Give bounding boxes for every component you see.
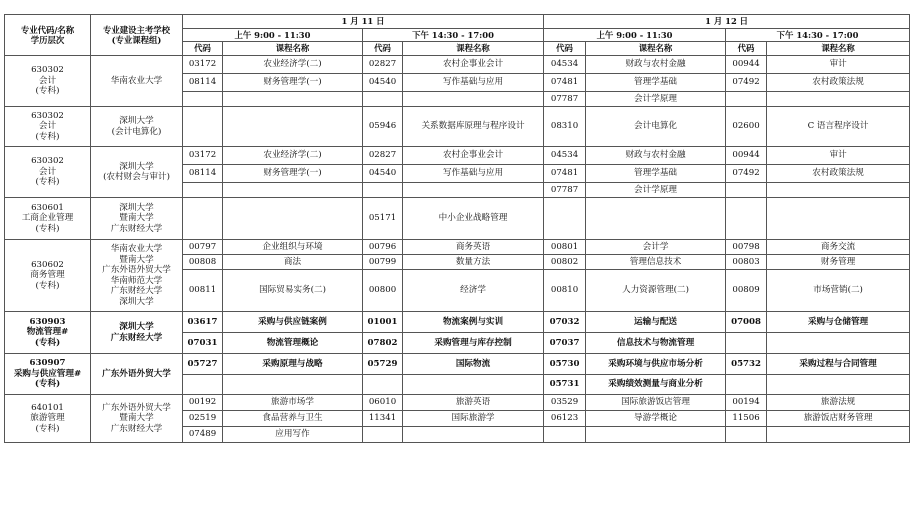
course-name-cell: 管理学基础 xyxy=(586,74,726,92)
course-code-cell xyxy=(363,183,403,198)
course-header: 课程名称 xyxy=(223,42,363,56)
major-line: 630302 xyxy=(31,110,64,121)
course-name-cell xyxy=(767,333,910,354)
major-line: (专科) xyxy=(34,379,61,390)
course-header: 课程名称 xyxy=(403,42,544,56)
course-name-cell xyxy=(586,427,726,443)
major-cell xyxy=(5,198,91,240)
table-body xyxy=(5,56,910,443)
course-code-cell: 00799 xyxy=(363,255,403,270)
major-line: (专科) xyxy=(35,86,60,97)
course-code-cell: 11506 xyxy=(726,411,767,427)
course-code-cell: 00944 xyxy=(726,147,767,165)
major-line: 物流管理# xyxy=(26,327,69,338)
code-header: 代码 xyxy=(726,42,767,56)
course-name-cell: 农村企事业会计 xyxy=(403,147,544,165)
course-code-cell: 05946 xyxy=(363,107,403,147)
school-cell xyxy=(91,147,183,198)
course-code-cell: 05730 xyxy=(544,354,586,375)
major-line: 630601 xyxy=(31,202,64,213)
table-row xyxy=(5,56,910,74)
course-code-cell: 06123 xyxy=(544,411,586,427)
course-name-cell: 采购绩效测量与商业分析 xyxy=(586,375,726,395)
school-line: 广东财经大学 xyxy=(110,223,163,234)
course-code-cell: 07008 xyxy=(726,312,767,333)
major-cell xyxy=(5,56,91,107)
course-name-cell: 采购环境与供应市场分析 xyxy=(586,354,726,375)
course-code-cell: 02827 xyxy=(363,56,403,74)
day1-header: 1 月 11 日 xyxy=(183,15,544,29)
day1-afternoon-header: 下午 14:30 - 17:00 xyxy=(363,29,544,42)
school-cell xyxy=(91,56,183,107)
table-row xyxy=(5,198,910,240)
course-name-cell: 采购与仓储管理 xyxy=(767,312,910,333)
course-code-cell: 07481 xyxy=(544,74,586,92)
course-name-cell xyxy=(403,92,544,107)
school-line: 深圳大学 xyxy=(119,296,154,307)
major-line: 630602 xyxy=(31,259,64,270)
course-code-cell: 05171 xyxy=(363,198,403,240)
course-code-cell xyxy=(726,427,767,443)
school-line: 广东外语外贸大学 xyxy=(102,368,171,379)
course-name-cell: 会计学原理 xyxy=(586,92,726,107)
school-line: 深圳大学 xyxy=(119,116,154,126)
course-name-cell: 导游学概论 xyxy=(586,411,726,427)
course-code-cell: 03172 xyxy=(183,147,223,165)
course-code-cell xyxy=(363,427,403,443)
course-name-cell xyxy=(403,427,544,443)
course-name-cell: 企业组织与环境 xyxy=(223,240,363,255)
course-code-cell: 00803 xyxy=(726,255,767,270)
course-code-cell: 04534 xyxy=(544,56,586,74)
course-name-cell xyxy=(223,92,363,107)
course-name-cell: 应用写作 xyxy=(223,427,363,443)
school-line: 广东财经大学 xyxy=(110,423,163,434)
major-line: (专科) xyxy=(35,177,60,188)
course-name-cell: 商务英语 xyxy=(403,240,544,255)
course-name-cell: 国际物流 xyxy=(403,354,544,375)
course-name-cell xyxy=(403,375,544,395)
course-name-cell xyxy=(767,198,910,240)
course-code-cell: 03172 xyxy=(183,56,223,74)
school-cell xyxy=(91,107,183,147)
course-name-cell xyxy=(767,183,910,198)
course-name-cell: 旅游市场学 xyxy=(223,395,363,411)
table-row xyxy=(5,312,910,333)
day2-morning-header: 上午 9:00 - 11:30 xyxy=(544,29,726,42)
day2-header: 1 月 12 日 xyxy=(544,15,910,29)
major-line: 会计 xyxy=(38,121,57,132)
course-code-cell xyxy=(544,427,586,443)
course-name-cell: 财务管理 xyxy=(767,255,910,270)
course-name-cell xyxy=(223,107,363,147)
course-name-cell: 会计学 xyxy=(586,240,726,255)
major-line: 630302 xyxy=(31,156,64,167)
table-row xyxy=(5,395,910,411)
course-name-cell: 写作基础与应用 xyxy=(403,74,544,92)
school-line: 华南师范大学 xyxy=(110,275,163,286)
table-row xyxy=(5,240,910,255)
school-column-header xyxy=(91,15,183,56)
course-code-cell: 00802 xyxy=(544,255,586,270)
course-name-cell: 食品营养与卫生 xyxy=(223,411,363,427)
course-code-cell: 07492 xyxy=(726,74,767,92)
major-line: 640101 xyxy=(31,402,64,413)
course-name-cell: 农村企事业会计 xyxy=(403,56,544,74)
course-code-cell xyxy=(183,92,223,107)
school-line: 深圳大学 xyxy=(119,161,154,172)
major-cell xyxy=(5,107,91,147)
day1-morning-header: 上午 9:00 - 11:30 xyxy=(183,29,363,42)
course-code-cell: 00800 xyxy=(363,270,403,312)
school-line: 深圳大学 xyxy=(119,202,154,213)
course-code-cell: 08114 xyxy=(183,165,223,183)
major-line: (专科) xyxy=(35,423,60,434)
table-row xyxy=(5,147,910,165)
school-cell xyxy=(91,198,183,240)
course-name-cell: 物流案例与实训 xyxy=(403,312,544,333)
course-name-cell xyxy=(586,198,726,240)
major-line: 会计 xyxy=(38,166,57,177)
course-code-cell: 01001 xyxy=(363,312,403,333)
course-code-cell: 03617 xyxy=(183,312,223,333)
course-code-cell: 00797 xyxy=(183,240,223,255)
major-cell xyxy=(5,147,91,198)
course-name-cell: 管理学基础 xyxy=(586,165,726,183)
course-code-cell: 07481 xyxy=(544,165,586,183)
course-code-cell: 08114 xyxy=(183,74,223,92)
course-header: 课程名称 xyxy=(767,42,910,56)
course-name-cell: 财政与农村金融 xyxy=(586,56,726,74)
school-cell xyxy=(91,354,183,395)
course-code-cell: 07489 xyxy=(183,427,223,443)
course-name-cell: 运输与配送 xyxy=(586,312,726,333)
course-code-cell: 03529 xyxy=(544,395,586,411)
major-line: 采购与供应管理# xyxy=(13,368,82,379)
course-group-header-line: (专业课程组) xyxy=(111,35,162,45)
course-name-cell: 国际贸易实务(二) xyxy=(223,270,363,312)
course-name-cell: 物流管理概论 xyxy=(223,333,363,354)
course-name-cell: 审计 xyxy=(767,147,910,165)
course-code-cell: 00808 xyxy=(183,255,223,270)
course-code-cell xyxy=(363,92,403,107)
course-code-cell xyxy=(363,375,403,395)
course-code-cell: 07037 xyxy=(544,333,586,354)
course-name-cell: 人力资源管理(二) xyxy=(586,270,726,312)
major-line: 630907 xyxy=(29,358,66,369)
course-code-cell: 04540 xyxy=(363,74,403,92)
course-name-cell: 国际旅游饭店管理 xyxy=(586,395,726,411)
school-line: (会计电算化) xyxy=(111,126,162,137)
course-name-cell: 商法 xyxy=(223,255,363,270)
code-header: 代码 xyxy=(363,42,403,56)
course-code-cell: 02827 xyxy=(363,147,403,165)
day2-afternoon-header: 下午 14:30 - 17:00 xyxy=(726,29,910,42)
course-name-cell: 采购过程与合同管理 xyxy=(767,354,910,375)
course-code-cell xyxy=(726,198,767,240)
course-code-cell xyxy=(726,92,767,107)
course-name-cell: 采购管理与库存控制 xyxy=(403,333,544,354)
school-line: (农村财会与审计) xyxy=(103,172,170,182)
course-code-cell: 00811 xyxy=(183,270,223,312)
course-name-cell: 财政与农村金融 xyxy=(586,147,726,165)
course-name-cell: 国际旅游学 xyxy=(403,411,544,427)
course-code-cell: 06010 xyxy=(363,395,403,411)
major-column-header xyxy=(5,15,91,56)
course-name-cell: 管理信息技术 xyxy=(586,255,726,270)
course-code-cell: 00194 xyxy=(726,395,767,411)
course-name-cell xyxy=(223,198,363,240)
level-header-line: 学历层次 xyxy=(30,35,65,45)
course-code-cell: 07031 xyxy=(183,333,223,354)
school-header-line: 专业建设主考学校 xyxy=(103,24,170,35)
course-name-cell: 农业经济学(二) xyxy=(223,56,363,74)
school-line: 暨南大学 xyxy=(119,254,154,265)
course-name-cell: 农业经济学(二) xyxy=(223,147,363,165)
course-name-cell xyxy=(223,375,363,395)
major-line: 工商企业管理 xyxy=(21,213,74,224)
school-line: 暨南大学 xyxy=(119,213,154,224)
course-code-cell: 07787 xyxy=(544,183,586,198)
course-header: 课程名称 xyxy=(586,42,726,56)
course-code-cell xyxy=(183,198,223,240)
course-code-cell: 00944 xyxy=(726,56,767,74)
course-code-cell xyxy=(726,333,767,354)
major-line: 630302 xyxy=(31,65,64,76)
course-name-cell: 财务管理学(一) xyxy=(223,74,363,92)
course-name-cell: 会计学原理 xyxy=(586,183,726,198)
course-code-cell: 02519 xyxy=(183,411,223,427)
course-name-cell: 数量方法 xyxy=(403,255,544,270)
course-code-cell: 00796 xyxy=(363,240,403,255)
course-code-cell: 00801 xyxy=(544,240,586,255)
code-header: 代码 xyxy=(183,42,223,56)
course-name-cell: 经济学 xyxy=(403,270,544,312)
table-row xyxy=(5,354,910,375)
course-code-cell: 08310 xyxy=(544,107,586,147)
school-cell xyxy=(91,240,183,312)
major-line: 商务管理 xyxy=(30,270,65,281)
course-code-cell: 02600 xyxy=(726,107,767,147)
course-code-cell: 11341 xyxy=(363,411,403,427)
school-line: 华南农业大学 xyxy=(110,75,163,86)
course-code-cell xyxy=(183,107,223,147)
school-line: 广东外语外贸大学 xyxy=(102,402,171,413)
course-name-cell: 财务管理学(一) xyxy=(223,165,363,183)
course-code-cell xyxy=(726,375,767,395)
course-name-cell: 市场营销(二) xyxy=(767,270,910,312)
table-row xyxy=(5,107,910,147)
course-code-cell xyxy=(544,198,586,240)
course-code-cell: 00810 xyxy=(544,270,586,312)
school-cell xyxy=(91,395,183,443)
course-name-cell xyxy=(767,375,910,395)
major-cell xyxy=(5,354,91,395)
course-name-cell: 审计 xyxy=(767,56,910,74)
course-code-cell: 07032 xyxy=(544,312,586,333)
course-code-cell xyxy=(183,183,223,198)
school-line: 广东外语外贸大学 xyxy=(102,265,171,275)
course-code-cell: 05727 xyxy=(183,354,223,375)
major-cell xyxy=(5,312,91,354)
course-name-cell xyxy=(767,427,910,443)
course-name-cell: 农村政策法规 xyxy=(767,74,910,92)
course-name-cell: 采购与供应链案例 xyxy=(223,312,363,333)
course-name-cell: 中小企业战略管理 xyxy=(403,198,544,240)
course-name-cell: 关系数据库原理与程序设计 xyxy=(403,107,544,147)
course-name-cell: 写作基础与应用 xyxy=(403,165,544,183)
course-code-cell: 05732 xyxy=(726,354,767,375)
course-name-cell: 旅游英语 xyxy=(403,395,544,411)
school-line: 广东财经大学 xyxy=(110,286,163,296)
course-code-cell: 07492 xyxy=(726,165,767,183)
exam-schedule-page xyxy=(4,14,909,443)
course-name-cell: 信息技术与物流管理 xyxy=(586,333,726,354)
course-name-cell: 旅游饭店财务管理 xyxy=(767,411,910,427)
course-code-cell xyxy=(183,375,223,395)
major-header-line: 专业代码/名称 xyxy=(20,24,75,35)
major-line: 旅游管理 xyxy=(30,413,65,424)
major-cell xyxy=(5,240,91,312)
course-code-cell xyxy=(726,183,767,198)
course-name-cell: 商务交流 xyxy=(767,240,910,255)
course-code-cell: 00809 xyxy=(726,270,767,312)
course-code-cell: 05729 xyxy=(363,354,403,375)
major-line: 会计 xyxy=(38,75,57,86)
course-code-cell: 07802 xyxy=(363,333,403,354)
course-name-cell: 采购原理与战略 xyxy=(223,354,363,375)
major-line: (专科) xyxy=(34,337,61,348)
school-line: 暨南大学 xyxy=(119,413,154,424)
course-code-cell: 04540 xyxy=(363,165,403,183)
course-name-cell: 农村政策法规 xyxy=(767,165,910,183)
school-line: 深圳大学 xyxy=(119,322,154,332)
course-name-cell: 旅游法规 xyxy=(767,395,910,411)
exam-schedule-table xyxy=(4,14,910,443)
course-code-cell: 07787 xyxy=(544,92,586,107)
major-line: (专科) xyxy=(35,131,60,142)
code-header: 代码 xyxy=(544,42,586,56)
school-line: 华南农业大学 xyxy=(110,244,163,254)
course-code-cell: 00798 xyxy=(726,240,767,255)
major-cell xyxy=(5,395,91,443)
course-name-cell: C 语言程序设计 xyxy=(767,107,910,147)
school-line: 广东财经大学 xyxy=(110,332,163,343)
course-code-cell: 04534 xyxy=(544,147,586,165)
table-header xyxy=(5,15,910,56)
major-line: (专科) xyxy=(35,223,60,234)
course-name-cell: 会计电算化 xyxy=(586,107,726,147)
school-cell xyxy=(91,312,183,354)
course-code-cell: 00192 xyxy=(183,395,223,411)
course-name-cell xyxy=(767,92,910,107)
course-name-cell xyxy=(223,183,363,198)
major-line: 630903 xyxy=(29,316,66,327)
course-code-cell: 05731 xyxy=(544,375,586,395)
course-name-cell xyxy=(403,183,544,198)
major-line: (专科) xyxy=(35,280,60,291)
